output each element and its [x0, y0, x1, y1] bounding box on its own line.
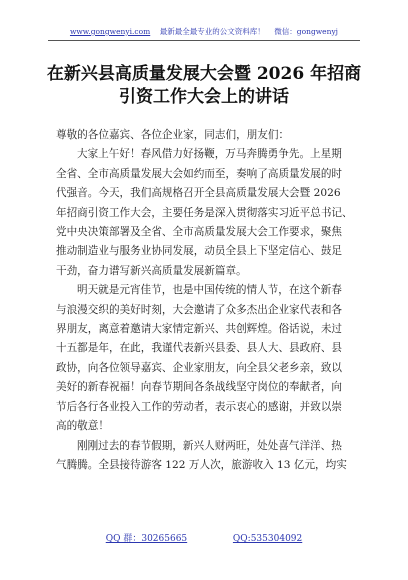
header-slogan: 最新最全最专业的公文资料库！ — [159, 27, 265, 36]
page-footer — [0, 531, 408, 544]
title-line-2: 引资工作大会上的讲话 — [119, 87, 289, 107]
body-line: 高的敬意！ — [56, 420, 109, 433]
document-body — [56, 126, 362, 475]
body-line: 全省、全市高质量发展大会如约而至，奏响了高质量发展的时 — [56, 167, 343, 180]
paragraph-3 — [56, 437, 362, 476]
body-line: 节后各行各业投入工作的劳动者，表示衷心的感谢，并致以崇 — [56, 400, 343, 413]
body-line: 气腾腾。全县接待游客 122 万人次，旅游收入 13 亿元，均实 — [56, 458, 347, 471]
site-link[interactable]: www.gongwenyi.com — [69, 27, 151, 36]
paragraph-2 — [56, 281, 362, 436]
body-line: 尊敬的各位嘉宾、各位企业家，同志们，朋友们： — [56, 129, 290, 141]
body-line: 与浪漫交织的美好时刻，大会邀请了众多杰出企业家代表和各 — [56, 303, 343, 316]
title-line-1: 在新兴县高质量发展大会暨 2026 年招商 — [46, 64, 362, 84]
body-line: 政协，向各位领导嘉宾、企业家朋友，向全县父老乡亲，致以 — [56, 361, 343, 374]
footer-qq: QQ:535304092 — [232, 534, 303, 544]
header-divider — [48, 40, 360, 41]
body-line: 大家上午好！春风借力好扬鞭，万马奔腾勇争先。上星期 — [77, 148, 342, 161]
body-line: 推动制造业与服务业协同发展，动员全县上下坚定信心、鼓足 — [56, 245, 343, 258]
body-line: 界朋友，离意着邀请大家情定新兴、共创辉煌。俗话说，未过 — [56, 323, 343, 336]
header-weixin: 微信：gongwenyj — [274, 27, 339, 36]
document-title — [40, 63, 368, 109]
body-line: 刚刚过去的春节假期，新兴人财两旺，处处喜气洋洋、热 — [77, 439, 342, 452]
body-line: 代强音。今天，我们高规格召开全县高质量发展大会暨 2026 — [56, 187, 341, 200]
body-line: 十五都是年，在此，我谨代表新兴县委、县人大、县政府、县 — [56, 342, 343, 355]
salutation — [56, 126, 362, 145]
paragraph-1 — [56, 145, 362, 281]
body-line: 党中央决策部署及全省、全市高质量发展大会工作要求，聚焦 — [56, 226, 343, 239]
footer-qq-group: QQ 群：30265665 — [105, 534, 188, 544]
body-line: 年招商引资工作大会，主要任务是深入贯彻落实习近平总书记、 — [56, 206, 353, 219]
body-line: 干劲，奋力谱写新兴高质量发展新篇章。 — [56, 264, 247, 277]
body-line: 美好的新春祝福！向春节期间各条战线坚守岗位的奉献者，向 — [56, 381, 343, 394]
body-line: 明天就是元宵佳节，也是中国传统的情人节，在这个新春 — [77, 284, 342, 297]
page-header — [0, 26, 408, 37]
